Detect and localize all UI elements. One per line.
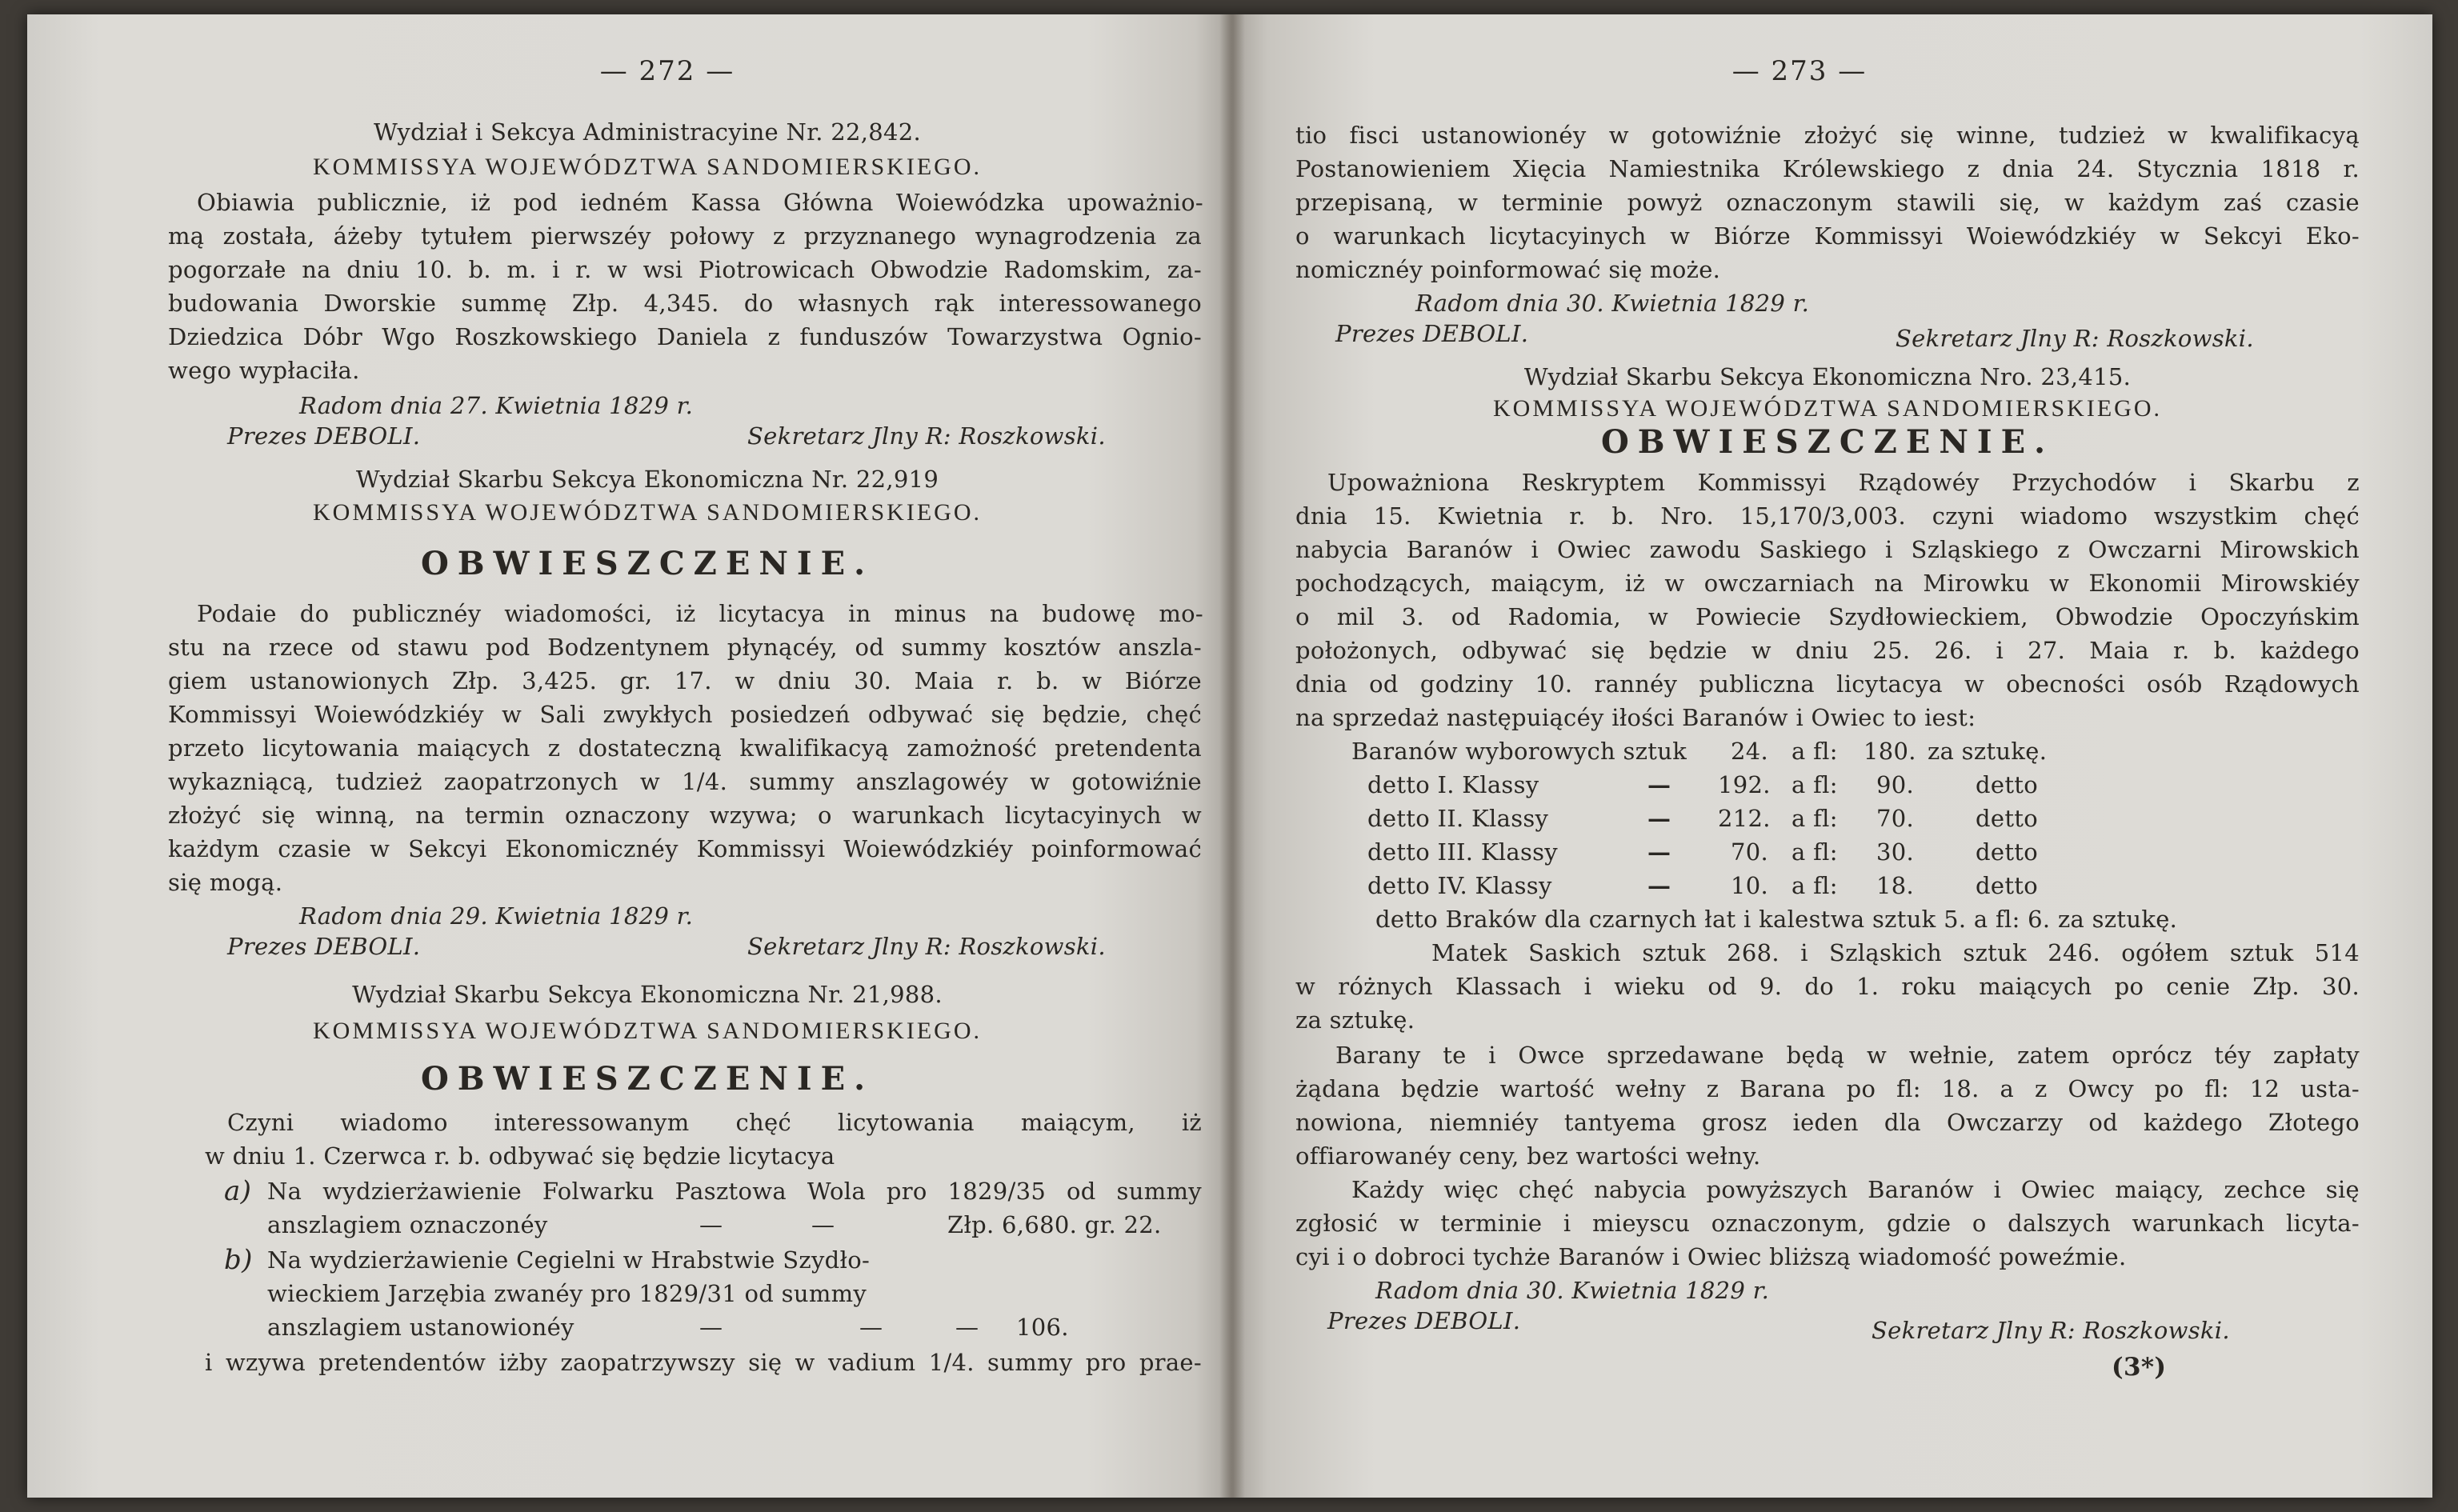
notice-reference: Wydział Skarbu Sekcya Ekonomiczna Nr. 21,988.	[352, 981, 943, 1008]
obwieszczenie-title: OBWIESZCZENIE.	[1600, 423, 2055, 461]
text-line: wykazniącą, tudzież zaopatrzonych w 1/4. summy anszlagowéy w gotowiźnie	[168, 768, 1202, 795]
text-line: Czyni wiadomo interessowanym chęć licytowania maiącym, iż	[227, 1109, 1202, 1136]
row-fl: a fl:	[1791, 805, 1838, 832]
row-fl: a fl:	[1791, 872, 1838, 899]
text-line: Na wydzierżawienie Folwarku Pasztowa Wola pro 1829/35 od summy	[267, 1178, 1202, 1205]
text-line: Matek Saskich sztuk 268. i Szląskich sztuk 246. ogółem sztuk 514	[1431, 939, 2360, 966]
row-price: 180.	[1864, 738, 1916, 765]
text-line: przepisaną, w terminie powyż oznaczonym stawili się, w każdym zaś czasie	[1295, 189, 2360, 216]
row-name: Baranów wyborowych sztuk	[1351, 738, 1687, 765]
row-name: detto II. Klassy	[1367, 805, 1549, 832]
commission-heading: KOMMISSYA WOJEWÓDZTWA SANDOMIERSKIEGO.	[313, 499, 982, 526]
text-line: offiarowanéy ceny, bez wartości wełny.	[1295, 1142, 1761, 1170]
page-number: — 273 —	[1731, 55, 1868, 87]
page-number: — 272 —	[599, 55, 735, 87]
row-dash: —	[1647, 771, 1671, 798]
text-line: Kommissyi Woiewódzkiéy w Sali zwykłych posiedzeń odbywać się będzie, chęć	[168, 701, 1202, 728]
text-line: Barany te i Owce sprzedawane będą w wełnie, zatem oprócz téy zapłaty	[1335, 1042, 2360, 1069]
text-line: Podaie do publicznéy wiadomości, iż licytacya in minus na budowę mo-	[197, 600, 1203, 627]
commission-heading: KOMMISSYA WOJEWÓDZTWA SANDOMIERSKIEGO.	[1493, 395, 2162, 422]
text-line: każdym czasie w Sekcyi Ekonomicznéy Kommissyi Woiewódzkiéy poinformować	[168, 835, 1202, 862]
text-line: dnia od godziny 10. rannéy publiczna licytacya w obecności osób Rządowych	[1295, 670, 2360, 698]
prezes-signature: Prezes DEBOLI.	[227, 933, 421, 960]
obwieszczenie-title: OBWIESZCZENIE.	[420, 545, 875, 582]
row-count: 212.	[1718, 805, 1771, 832]
row-count: 10.	[1731, 872, 1769, 899]
sekretarz-signature: Sekretarz Jlny R: Roszkowski.	[747, 933, 1106, 960]
text-line: nomicznéy poinformować się może.	[1295, 256, 1721, 283]
sekretarz-signature: Sekretarz Jlny R: Roszkowski.	[1872, 1317, 2230, 1344]
amount: Złp. 6,680. gr. 22.	[947, 1211, 1162, 1238]
text-line: stu na rzece od stawu pod Bodzentynem płynącéy, od summy kosztów anszla-	[168, 634, 1202, 661]
text-line: Upoważniona Reskryptem Kommissyi Rządowéy Przychodów i Skarbu z	[1327, 469, 2360, 496]
text-line: Każdy więc chęć nabycia powyższych Baranów i Owiec maiący, zechce się	[1351, 1176, 2360, 1203]
commission-heading: KOMMISSYA WOJEWÓDZTWA SANDOMIERSKIEGO.	[313, 1018, 982, 1044]
book-spread	[27, 14, 2432, 1498]
signature-mark: (3*)	[2112, 1353, 2167, 1382]
row-fl: a fl:	[1791, 771, 1838, 798]
sekretarz-signature: Sekretarz Jlny R: Roszkowski.	[747, 422, 1106, 450]
text-line: pogorzałe na dniu 10. b. m. i r. w wsi Piotrowicach Obwodzie Radomskim, za-	[168, 256, 1202, 283]
text-line: zgłosić w terminie i mieyscu oznaczonym, gdzie o dalszych warunkach licyta-	[1295, 1210, 2360, 1237]
text-line: żądana będzie wartość wełny z Barana po fl: 18. a z Owcy po fl: 12 usta-	[1295, 1075, 2360, 1102]
notice-reference: Wydział i Sekcya Administracyine Nr. 22,842.	[373, 118, 922, 146]
text-line: wego wypłaciła.	[168, 357, 360, 384]
row-fl: a fl:	[1791, 838, 1838, 866]
notice-reference: Wydział Skarbu Sekcya Ekonomiczna Nr. 22,919	[355, 466, 939, 493]
date-line: Radom dnia 27. Kwietnia 1829 r.	[299, 392, 694, 419]
dash: —	[699, 1211, 723, 1238]
row-unit: za sztukę.	[1928, 738, 2048, 765]
text-line: cyi i o dobroci tychże Baranów i Owiec bliższą wiadomość poweźmie.	[1295, 1243, 2127, 1270]
sekretarz-signature: Sekretarz Jlny R: Roszkowski.	[1896, 325, 2254, 352]
date-line: Radom dnia 29. Kwietnia 1829 r.	[299, 902, 694, 930]
text-line: nowiona, niemniéy tantyema grosz ieden dla Owczarzy od każdego Złotego	[1295, 1109, 2360, 1136]
item-marker: a)	[224, 1175, 252, 1207]
dash: —	[699, 1314, 723, 1341]
row-dash: —	[1647, 805, 1671, 832]
amount: 106.	[1016, 1314, 1069, 1341]
row-unit: detto	[1976, 771, 2038, 798]
prezes-signature: Prezes DEBOLI.	[1335, 320, 1529, 347]
row-price: 18.	[1876, 872, 1915, 899]
text-line: dnia 15. Kwietnia r. b. Nro. 15,170/3,003. czyni wiadomo wszystkim chęć	[1295, 502, 2360, 530]
row-name: detto III. Klassy	[1367, 838, 1558, 866]
row-fl: a fl:	[1791, 738, 1838, 765]
text-line: giem ustanowionych Złp. 3,425. gr. 17. w dniu 30. Maia r. b. w Biórze	[168, 667, 1202, 694]
text-line: budowania Dworskie summę Złp. 4,345. do własnych rąk interessowanego	[168, 290, 1202, 317]
row-name: detto I. Klassy	[1367, 771, 1539, 798]
text-line: mą została, áżeby tytułem pierwszéy połowy z przyznanego wynagrodzenia za	[168, 222, 1202, 250]
date-line: Radom dnia 30. Kwietnia 1829 r.	[1415, 290, 1810, 317]
notice-reference: Wydział Skarbu Sekcya Ekonomiczna Nro. 23,415.	[1523, 363, 2132, 390]
row-dash: —	[1647, 838, 1671, 866]
text-line: przeto licytowania maiących z dostateczną kwalifikacyą zamożność pretendenta	[168, 734, 1202, 762]
text-line: detto Braków dla czarnych łat i kalestwa sztuk 5. a fl: 6. za sztukę.	[1375, 906, 2178, 933]
row-price: 30.	[1876, 838, 1915, 866]
item-marker: b)	[224, 1244, 253, 1276]
right-page	[1231, 14, 2432, 1498]
prezes-signature: Prezes DEBOLI.	[1327, 1307, 1521, 1334]
date-line: Radom dnia 30. Kwietnia 1829 r.	[1375, 1277, 1770, 1304]
row-unit: detto	[1976, 872, 2038, 899]
row-dash: —	[1647, 872, 1671, 899]
text-line: złożyć się winną, na termin oznaczony wzywa; o warunkach licytacyinych w	[168, 802, 1202, 829]
text-line: wieckiem Jarzębia zwanéy pro 1829/31 od summy	[267, 1280, 867, 1307]
text-line: za sztukę.	[1295, 1006, 1415, 1034]
text-line: Na wydzierżawienie Cegielni w Hrabstwie Szydło-	[267, 1246, 871, 1274]
text-line: o mil 3. od Radomia, w Powiecie Szydłowieckiem, Obwodzie Opoczyńskim	[1295, 603, 2360, 630]
dash: —	[859, 1314, 883, 1341]
text-line: Dziedzica Dóbr Wgo Roszkowskiego Daniela z funduszów Towarzystwa Ognio-	[168, 323, 1202, 350]
text-line: w różnych Klassach i wieku od 9. do 1. roku maiących po cenie Złp. 30.	[1295, 973, 2360, 1000]
text-line: i wzywa pretendentów iżby zaopatrzywszy się w vadium 1/4. summy pro prae-	[205, 1349, 1202, 1376]
row-price: 90.	[1876, 771, 1915, 798]
commission-heading: KOMMISSYA WOJEWÓDZTWA SANDOMIERSKIEGO.	[313, 154, 982, 180]
text-line: anszlagiem ustanowionéy	[267, 1314, 574, 1341]
prezes-signature: Prezes DEBOLI.	[227, 422, 421, 450]
dash: —	[811, 1211, 835, 1238]
text-line: w dniu 1. Czerwca r. b. odbywać się będzie licytacya	[205, 1142, 835, 1170]
text-line: pochodzących, maiącym, iż w owczarniach na Mirowku w Ekonomii Mirowskiéy	[1295, 570, 2360, 597]
row-price: 70.	[1876, 805, 1915, 832]
row-count: 24.	[1731, 738, 1769, 765]
text-line: położonych, odbywać się będzie w dniu 25. 26. i 27. Maia r. b. każdego	[1295, 637, 2360, 664]
text-line: Obiawia publicznie, iż pod iedném Kassa Główna Woiewódzka upoważnio-	[197, 189, 1203, 216]
row-count: 192.	[1718, 771, 1771, 798]
text-line: na sprzedaż następuiącéy iłości Baranów i Owiec to iest:	[1295, 704, 1976, 731]
dash: —	[955, 1314, 979, 1341]
row-unit: detto	[1976, 838, 2038, 866]
text-line: anszlagiem oznaczonéy	[267, 1211, 548, 1238]
row-name: detto IV. Klassy	[1367, 872, 1552, 899]
row-count: 70.	[1731, 838, 1769, 866]
book-gutter	[1219, 14, 1245, 1498]
obwieszczenie-title: OBWIESZCZENIE.	[420, 1060, 875, 1098]
text-line: się mogą.	[168, 869, 283, 896]
text-line: o warunkach licytacyinych w Biórze Kommissyi Woiewódzkiéy w Sekcyi Eko-	[1295, 222, 2360, 250]
left-page	[27, 14, 1231, 1498]
text-line: nabycia Baranów i Owiec zawodu Saskiego i Szląskiego z Owczarni Mirowskich	[1295, 536, 2360, 563]
text-line: Postanowieniem Xięcia Namiestnika Królewskiego z dnia 24. Stycznia 1818 r.	[1295, 155, 2360, 182]
text-line: tio fisci ustanowionéy w gotowiźnie złożyć się winne, tudzież w kwalifikacyą	[1295, 122, 2360, 149]
row-unit: detto	[1976, 805, 2038, 832]
